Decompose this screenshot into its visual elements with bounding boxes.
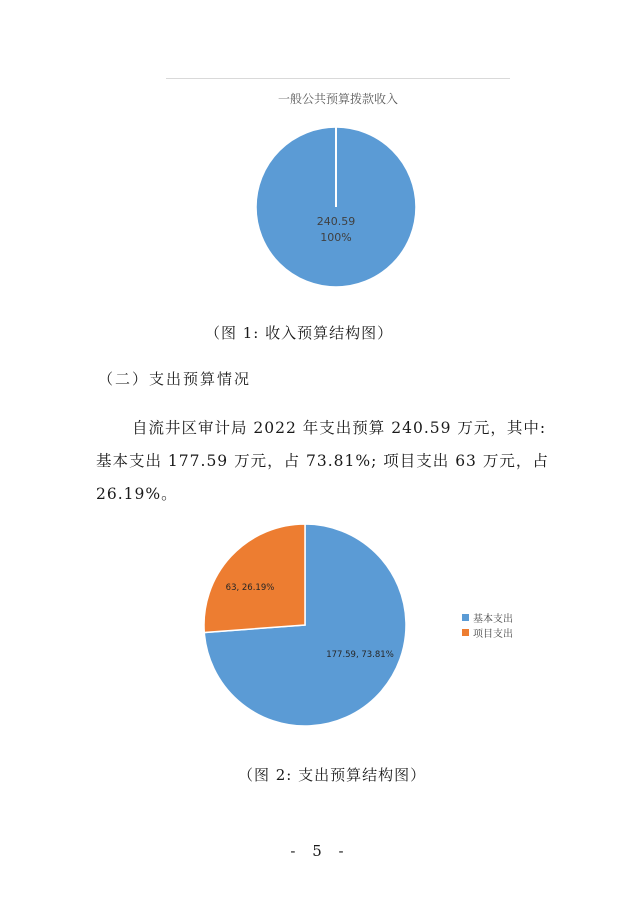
project-expense-data-label: 63, 26.19%: [225, 583, 275, 593]
expenditure-paragraph: [96, 412, 556, 511]
paragraph-line-3: 26.19%。: [96, 485, 178, 503]
legend-swatch-project: [462, 629, 469, 636]
figure2-caption: （图 2: 支出预算结构图）: [238, 766, 427, 784]
legend-item-basic: [462, 610, 513, 625]
legend-swatch-basic: [462, 614, 469, 621]
chart1-title: 一般公共预算拨款收入: [277, 92, 398, 106]
section-heading: （二）支出预算情况: [98, 370, 252, 388]
project-expense-slice: [204, 524, 305, 633]
income-pie-chart: [250, 120, 422, 296]
basic-expense-data-label: 177.59, 73.81%: [326, 650, 394, 660]
income-value-label: 240.59: [316, 215, 356, 228]
chart1-top-rule: [166, 78, 510, 79]
paragraph-line-1: 自流井区审计局 2022 年支出预算 240.59 万元，其中:: [132, 419, 547, 437]
legend-label-project: 项目支出: [473, 629, 513, 640]
figure1-caption: （图 1: 收入预算结构图）: [205, 324, 394, 342]
income-percent-label: 100%: [320, 231, 352, 244]
legend-item-project: [462, 625, 513, 640]
paragraph-line-2: 基本支出 177.59 万元，占 73.81%; 项目支出 63 万元，占: [96, 452, 549, 470]
expenditure-legend: [462, 610, 513, 640]
legend-label-basic: 基本支出: [473, 614, 513, 625]
page-number: - 5 -: [290, 842, 350, 860]
expenditure-pie-chart: [200, 520, 410, 730]
